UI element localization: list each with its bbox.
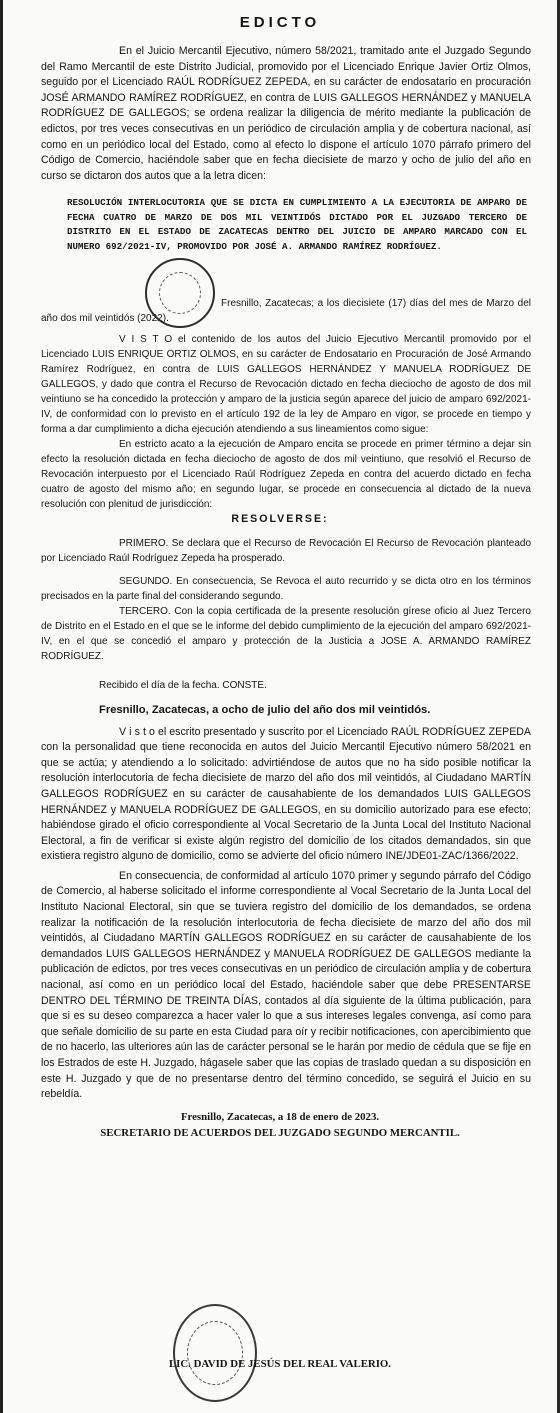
- closing-date: Fresnillo, Zacatecas, a 18 de enero de 2023.: [180, 1110, 380, 1123]
- date-line: Fresnillo, Zacatecas; a los diecisiete (17) días del mes de Marzo del año dos mil veintidós (2022).: [41, 298, 531, 325]
- intro-paragraph: En el Juicio Mercantil Ejecutivo, número 58/2021, tramitado ante el Juzgado Segundo del Ramo Mercantil de este Distrito Judicial, promovido por el Licenciado Enrique Javier Ortiz Olmos, seguido por el Licenciado RAÚL RODRÍGUEZ ZEPEDA, en su carácter de endosatario en procuración JOSÉ ARMANDO RAMÍREZ RODRÍGUEZ, en contra de LUIS GALLEGOS HERNÁNDEZ y MANUELA RODRÍGUEZ DE GALLEGOS; se ordena realizar la diligencia de mérito mediante la publicación de edictos, por tres veces consecutivas en un periódico de circulación amplia y de cobertura nacional, así como en un periódico local del Estado, como al efecto lo dispone el artículo 1070 párrafo primero del Código de Comercio, haciéndole saber que en fecha diecisiete de marzo y ocho de julio del año en curso se dictaron dos autos que a la letra dicen:: [41, 45, 531, 182]
- primero-paragraph: PRIMERO. Se declara que el Recurso de Revocación El Recurso de Revocación planteado por Licenciado Raúl Rodríguez Zepeda ha prosperado.: [41, 537, 531, 564]
- resolution-heading: RESOLUCIÓN INTERLOCUTORIA QUE SE DICTA EN CUMPLIMIENTO A LA EJECUTORIA DE AMPARO DE FECHA CUATRO DE MARZO DE DOS MIL VEINTIDÓS DICTADO POR EL JUZGADO TERCERO DE DISTRITO EN EL ESTADO DE ZACATECAS DENTRO DEL JUICIO DE AMPARO MARCADO CON EL NUMERO 692/2021-IV, PROMOVIDO POR JOSÉ A. ARMANDO RAMÍREZ RODRÍGUEZ.: [67, 197, 527, 252]
- strict-paragraph: En estricto acato a la ejecución de Amparo encita se procede en primer término a dejar sin efecto la resolución dictada en fecha dieciocho de agosto de dos mil veintiuno, que resolvió el Recurso de Revocación interpuesto por el Licenciado Raúl Rodríguez Zepeda en contra del acuerdo dictado en fecha cuatro de agosto del mismo año; en segundo lugar, se procede en consecuencia al dictado de la nueva resolución con plenitud de jurisdicción:: [41, 439, 531, 511]
- document-title: EDICTO: [239, 14, 321, 31]
- segundo-paragraph: SEGUNDO. En consecuencia, Se Revoca el auto recurrido y se dicta otro en los términos precisados en la parte final del considerando segundo.: [41, 575, 531, 602]
- secretary-title: SECRETARIO DE ACUERDOS DEL JUZGADO SEGUNDO MERCANTIL.: [100, 1126, 460, 1139]
- court-stamp-icon: [173, 1304, 257, 1402]
- visto2-paragraph: V i s t o el escrito presentado y suscrito por el Licenciado RAÚL RODRÍGUEZ ZEPEDA con la personalidad que tiene reconocida en autos del Juicio Mercantil Ejecutivo número 58/2021 en que se actúa; y atendiendo a lo solicitado: advirtiéndose de autos que no ha sido posible notificar la resolución interlocutoria de fecha diecisiete de marzo del año dos mil veintidós, al Ciudadano MARTÍN GALLEGOS RODRÍGUEZ en su carácter de causahabiente de los demandados LUIS GALLEGOS HERNÁNDEZ y MANUELA RODRÍGUEZ DE GALLEGOS, en su domicilio autorizado para ese efecto; habiéndose girado el oficio correspondiente al Vocal Secretario de la Junta Local del Instituto Nacional Electoral, a fin de verificar si existe algún registro del domicilio de los citados demandados, sin que existiera registro alguno de domicilio, como se advierte del oficio número INE/JDE01-ZAC/1366/2022.: [41, 725, 531, 863]
- tercero-paragraph: TERCERO. Con la copia certificada de la presente resolución gírese oficio al Juez Tercero de Distrito en el Estado en el que se le informe del debido cumplimiento de la ejecución del amparo 692/2021-IV, en el que se concedió el amparo y protección de la Justicia a JOSE A. ARMANDO RAMÍREZ RODRÍGUEZ.: [41, 605, 531, 662]
- signer-name: LIC. DAVID DE JESÚS DEL REAL VALERIO.: [168, 1358, 391, 1370]
- consecuencia-paragraph: En consecuencia, de conformidad al artículo 1070 primer y segundo párrafo del Código de Comercio, al haberse solicitado el informe correspondiente al Vocal Secretario de la Junta Local del Instituto Nacional Electoral, sin que se tuviera registro del domicilio de los demandados, se ordena realizar la notificación de la resolución interlocutoria de fecha diecisiete de marzo del año dos mil veintidós, al Ciudadano MARTÍN GALLEGOS RODRÍGUEZ en su carácter de causahabiente de los demandados LUIS GALLEGOS HERNÁNDEZ y MANUELA RODRÍGUEZ DE GALLEGOS mediante la publicación de edictos, por tres veces consecutivas en un periódico de circulación amplia y de cobertura nacional, así como en un periódico local del Estado, haciéndole saber que debe PRESENTARSE DENTRO DEL TÉRMINO DE TREINTA DÍAS, contados al día siguiente de la última publicación, para que si es su deseo comparezca a hacer valer lo que a sus intereses legales convenga, así como para que señale domicilio de su parte en esta Ciudad para oír y recibir notificaciones, con apercibimiento que de no hacerlo, las ulteriores aún las de carácter personal se le harán por medio de cédula que se fije en los Estrados de este H. Juzgado, hágasele saber que las copias de traslado quedan a su disposición en este H. Juzgado y que de no presentarse dentro del término concedido, se seguirá el Juicio en su rebeldía.: [41, 869, 531, 1101]
- visto-paragraph: V I S T O el contenido de los autos del Juicio Ejecutivo Mercantil promovido por el Licenciado LUIS ENRIQUE ORTIZ OLMOS, en su carácter de Endosatario en Procuración de José Armando Ramírez Rodríguez, en contra de LUIS GALLEGOS HERNÁNDEZ Y MANUELA RODRÍGUEZ DE GALLEGOS, y dado que contra el Recurso de Revocación dictado en fecha dieciocho de agosto de dos mil veintiuno se ha concedido la protección y amparo de la justicia según aparece del juicio de amparo 692/2021-IV, de conformidad con lo previsto en el artículo 192 de la ley de Amparo en vigor, se procede en tiempo y forma a dar cumplimiento a dicha ejecución atendiendo a sus lineamientos como sigue:: [41, 334, 531, 436]
- fresnillo-julio-line: Fresnillo, Zacatecas, a ocho de julio del año dos mil veintidós.: [99, 703, 431, 716]
- seal-row: [3, 254, 557, 332]
- recibido-line: Recibido el día de la fecha. CONSTE.: [99, 679, 267, 691]
- resolverse-heading: RESOLVERSE:: [231, 513, 329, 526]
- court-seal-icon: [145, 258, 215, 328]
